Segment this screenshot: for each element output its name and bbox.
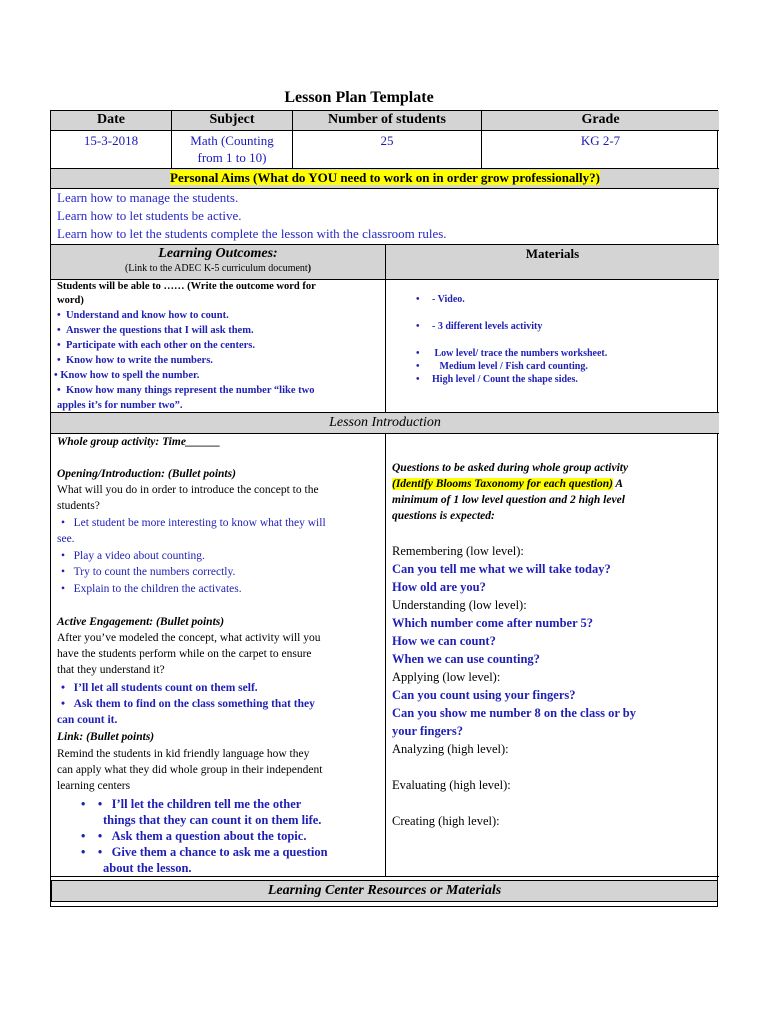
- page-title: Lesson Plan Template: [284, 89, 434, 106]
- material-item: • - 3 different levels activity: [416, 321, 543, 332]
- col-header-subject: Subject: [172, 111, 293, 131]
- opening-item: • Try to count the numbers correctly.: [61, 566, 236, 578]
- outcomes-intro-2: word): [57, 295, 84, 306]
- link-item: • • Give them a chance to ask me a question: [81, 845, 328, 859]
- outcome-item-continued: apples it’s for number two”.: [57, 400, 183, 411]
- understanding-label: Understanding (low level):: [392, 598, 527, 612]
- link-question: learning centers: [57, 780, 131, 792]
- opening-item-continued: see.: [57, 533, 75, 545]
- outcome-item: • Understand and know how to count.: [57, 310, 229, 321]
- link-item-continued: about the lesson.: [103, 861, 192, 875]
- applying-question: Can you count using your fingers?: [392, 688, 576, 702]
- questions-column: [386, 434, 719, 877]
- questions-intro-tail: A: [612, 478, 624, 490]
- remembering-label: Remembering (low level):: [392, 544, 524, 558]
- subject-line-2: from 1 to 10): [197, 150, 267, 165]
- lesson-intro-left: [51, 434, 386, 877]
- outcomes-intro-1: Students will be able to …… (Write the outcome word for: [57, 281, 316, 292]
- engagement-title: Active Engagement: (Bullet points): [57, 616, 225, 628]
- aim-line: Learn how to manage the students.: [57, 190, 239, 205]
- opening-question-2: students?: [57, 500, 100, 512]
- understanding-question: When we can use counting?: [392, 652, 540, 666]
- outcome-item: • Know how to spell the number.: [54, 370, 200, 381]
- materials-header: Materials: [386, 245, 719, 280]
- subject-line-1: Math (Counting: [190, 133, 274, 148]
- lesson-intro-header: Lesson Introduction: [51, 413, 719, 434]
- link-item: • • I’ll let the children tell me the other: [81, 797, 302, 811]
- evaluating-label: Evaluating (high level):: [392, 778, 511, 792]
- students-value: 25: [293, 131, 482, 169]
- learning-outcomes-body: [51, 280, 386, 413]
- applying-question: Can you show me number 8 on the class or by: [392, 706, 637, 720]
- analyzing-label: Analyzing (high level):: [392, 742, 509, 756]
- personal-aims-label: Personal Aims (What do YOU need to work on in order grow professionally?): [170, 170, 600, 185]
- material-item: • Medium level / Fish card counting.: [416, 361, 588, 372]
- engagement-item: • I’ll let all students count on them self.: [61, 682, 258, 694]
- engagement-item: • Ask them to find on the class something that they: [61, 698, 315, 710]
- creating-label: Creating (high level):: [392, 814, 500, 828]
- remembering-question: How old are you?: [392, 580, 486, 594]
- outcome-item: • Participate with each other on the centers.: [57, 340, 255, 351]
- material-item: • Low level/ trace the numbers worksheet.: [416, 348, 608, 359]
- subject-value: [172, 131, 293, 169]
- opening-question-1: What will you do in order to introduce the concept to the: [57, 484, 319, 496]
- whole-group-time: Whole group activity: Time______: [57, 436, 221, 448]
- material-item: • - Video.: [416, 294, 465, 305]
- lesson-plan-table: [50, 110, 718, 907]
- questions-intro-2: [392, 476, 623, 493]
- outcome-item: • Know how to write the numbers.: [57, 355, 213, 366]
- curriculum-link-text: (Link to the ADEC K-5 curriculum document: [124, 263, 308, 274]
- resources-section: [51, 877, 719, 908]
- questions-intro-3: minimum of 1 low level question and 2 high level: [392, 494, 625, 506]
- questions-intro-4: questions is expected:: [392, 510, 495, 522]
- aim-line: Learn how to let students be active.: [57, 208, 242, 223]
- opening-item: • Explain to the children the activates.: [61, 583, 242, 595]
- remembering-question: Can you tell me what we will take today?: [392, 562, 611, 576]
- outcome-item: • Answer the questions that I will ask them.: [57, 325, 254, 336]
- outcome-item: • Know how many things represent the number “like two: [57, 385, 315, 396]
- engagement-question: have the students perform while on the carpet to ensure: [57, 648, 312, 660]
- engagement-item-continued: can count it.: [57, 714, 118, 726]
- aim-line: Learn how to let the students complete the lesson with the classroom rules.: [57, 226, 447, 241]
- opening-item: • Let student be more interesting to know what they will: [61, 517, 326, 529]
- col-header-date: Date: [51, 111, 172, 131]
- personal-aims-header: [51, 169, 719, 189]
- opening-title: Opening/Introduction: (Bullet points): [57, 468, 236, 480]
- date-value: 15-3-2018: [51, 131, 172, 169]
- curriculum-link-close: ): [307, 263, 312, 274]
- understanding-question: Which number come after number 5?: [392, 616, 594, 630]
- col-header-grade: Grade: [482, 111, 719, 131]
- material-item: • High level / Count the shape sides.: [416, 374, 578, 385]
- applying-label: Applying (low level):: [392, 670, 501, 684]
- grade-value: KG 2-7: [482, 131, 719, 169]
- materials-body: [386, 280, 719, 413]
- blooms-highlight: (Identify Blooms Taxonomy for each question): [392, 478, 613, 490]
- questions-intro-1: Questions to be asked during whole group activity: [392, 462, 629, 474]
- engagement-question: that they understand it?: [57, 664, 165, 676]
- link-title: Link: (Bullet points): [57, 731, 155, 743]
- personal-aims-body: [51, 189, 719, 245]
- link-item-continued: things that they can count it on them life.: [103, 813, 322, 827]
- link-question: Remind the students in kid friendly language how they: [57, 748, 310, 760]
- engagement-question: After you’ve modeled the concept, what activity will you: [57, 632, 321, 644]
- col-header-students: Number of students: [293, 111, 482, 131]
- understanding-question: How we can count?: [392, 634, 496, 648]
- link-question: can apply what they did whole group in their independent: [57, 764, 323, 776]
- applying-question-continued: your fingers?: [392, 724, 463, 738]
- learning-outcomes-header: [51, 245, 386, 280]
- opening-item: • Play a video about counting.: [61, 550, 205, 562]
- link-item: • • Ask them a question about the topic.: [81, 829, 307, 843]
- resources-header: Learning Center Resources or Materials: [51, 880, 718, 902]
- learning-outcomes-subtitle: [51, 262, 385, 275]
- learning-outcomes-title: Learning Outcomes:: [158, 246, 278, 261]
